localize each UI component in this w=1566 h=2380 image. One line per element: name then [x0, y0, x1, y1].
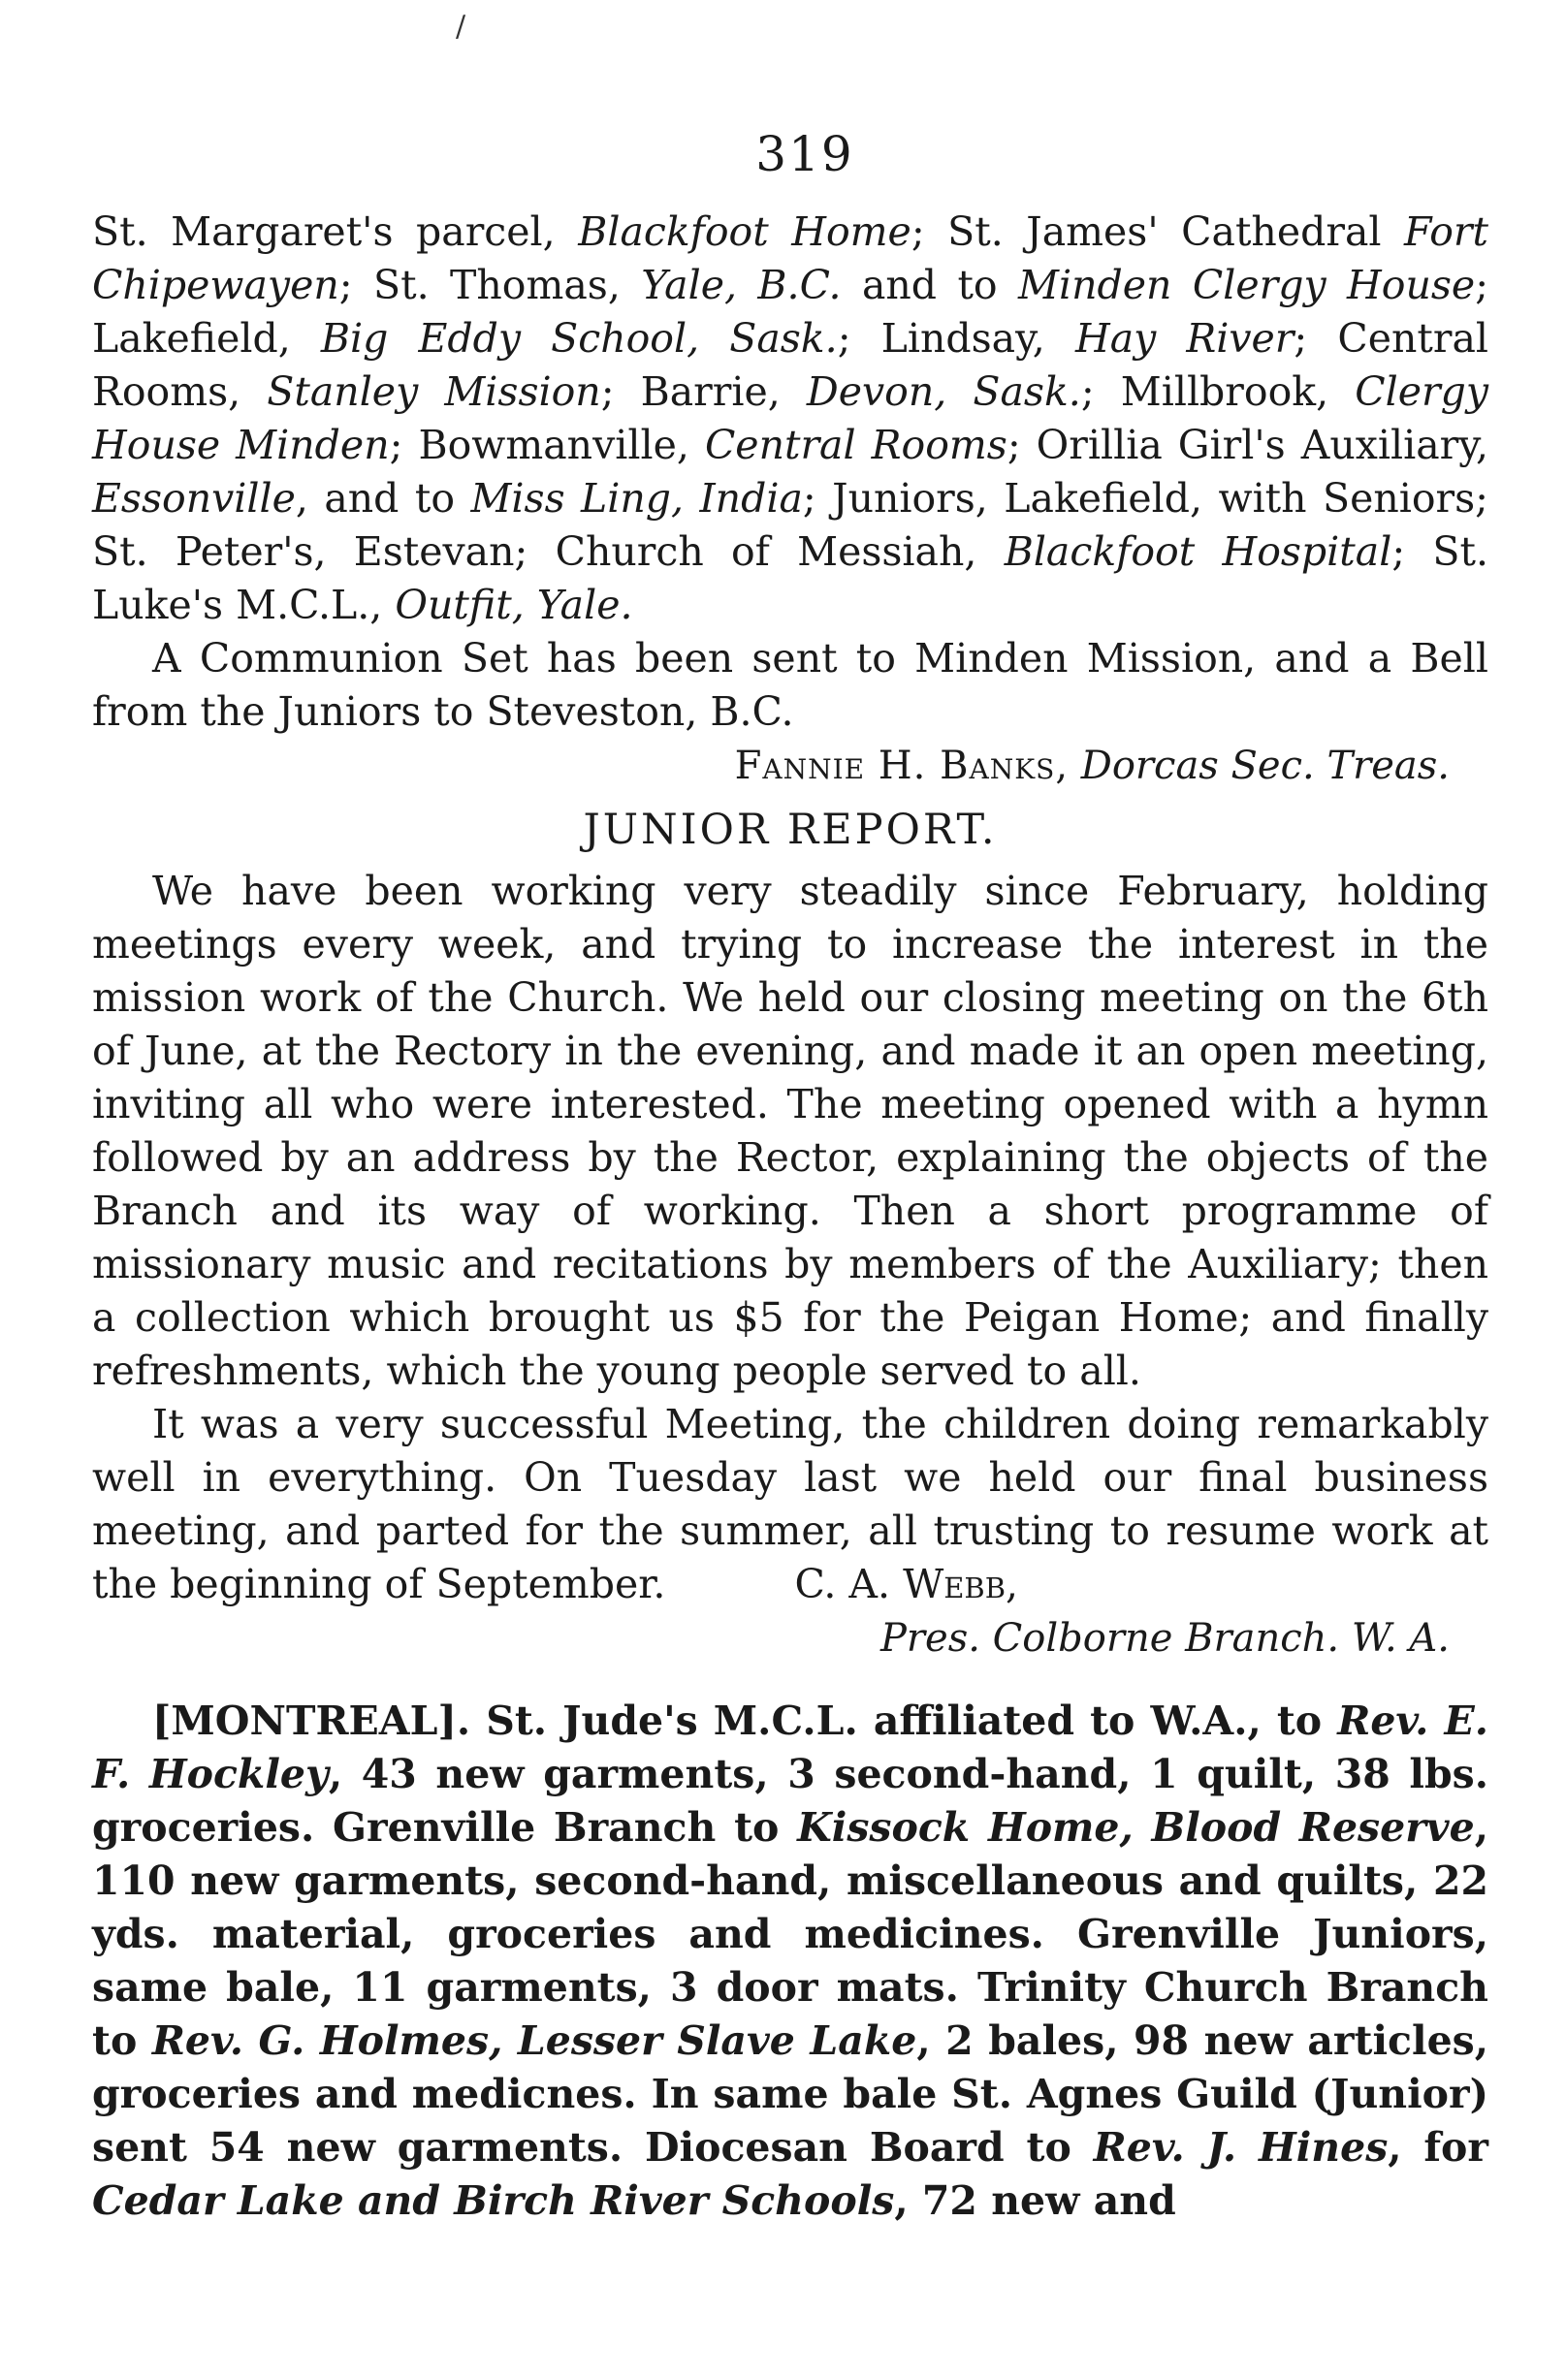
dorcas-text-segment: ; St. Luke's M.C.L., [92, 528, 1488, 628]
dorcas-text-segment: Big Eddy School, Sask. [320, 315, 838, 362]
dorcas-text-segment: Blackfoot Home [578, 208, 911, 255]
dorcas-text-segment: , and to [295, 475, 471, 522]
montreal-text-segment: Rev. J. Hines [1093, 2124, 1389, 2171]
document-page [92, 126, 1488, 2228]
junior-report-paragraph-2-text: It was a very successful Meeting, the children doing remarkably well in everything. On Tuesday last we held our final business meeting, and parted for the summer, all trusting to resume work at the beginning of September. [92, 1401, 1488, 1607]
dorcas-text-segment: ; Bowmanville, [389, 422, 705, 468]
dorcas-text-segment: Yale, B.C. [641, 262, 842, 308]
dorcas-parcels-paragraph [92, 206, 1488, 632]
dorcas-signature [92, 739, 1488, 793]
dorcas-text-segment: Miss Ling, India [470, 475, 803, 522]
montreal-text-segment: , 2 bales, 98 new articles, groceries and medicnes. In same bale St. Agnes Guild (Junior) sent 54 new garments. Diocesan Board to [92, 2017, 1489, 2171]
dorcas-text-segment: ; Lindsay, [837, 315, 1075, 362]
dorcas-text-segment: Hay River [1074, 315, 1294, 362]
dorcas-text-segment: Central Rooms [704, 422, 1007, 468]
dorcas-text-segment: Fort Chipewayen [92, 208, 1489, 308]
dorcas-text-segment: ; Barrie, [600, 368, 807, 415]
dorcas-text-segment: and to [841, 262, 1019, 308]
dorcas-text-segment: Outfit, Yale. [395, 582, 633, 628]
dorcas-text-segment: ; St. James' Cathedral [911, 208, 1405, 255]
junior-signature-name: C. A. Webb, [794, 1561, 1019, 1607]
montreal-text-segment: , for [1388, 2124, 1488, 2171]
dorcas-text-segment: ; Millbrook, [1080, 368, 1356, 415]
montreal-text-segment: Cedar Lake and Birch River Schools [92, 2177, 895, 2224]
montreal-text-segment: , 110 new garments, second-hand, miscellaneous and quilts, 22 yds. material, groceries and medicines. Grenville Juniors, same bale, 11 garments, 3 door mats. Trinity Church Branch to [92, 1804, 1489, 2064]
dorcas-text-segment: ; Central Rooms, [92, 315, 1489, 415]
dorcas-text-segment: ; St. Thomas, [338, 262, 642, 308]
dorcas-text-segment: Minden Clergy House [1018, 262, 1476, 308]
montreal-text-segment: Rev. G. Holmes, Lesser Slave Lake [151, 2017, 917, 2064]
page-number: 319 [755, 126, 854, 182]
dorcas-text-segment: Devon, Sask. [806, 368, 1081, 415]
dorcas-text-segment: Blackfoot Hospital [1004, 528, 1392, 575]
dorcas-text-segment: ; Lakefield, [92, 262, 1489, 362]
signature-name: Fannie H. Banks, [734, 744, 1070, 788]
dorcas-text-segment: ; Juniors, Lakefield, with Seniors; St. Peter's, Estevan; Church of Messiah, [92, 475, 1488, 575]
montreal-paragraph [92, 1695, 1488, 2228]
dorcas-text-segment: Essonville [92, 475, 296, 522]
signature-title: Dorcas Sec. Treas. [1080, 744, 1450, 788]
dorcas-text-segment: St. Margaret's parcel, [92, 208, 579, 255]
dorcas-text-segment: Stanley Mission [267, 368, 601, 415]
montreal-text-segment: Kissock Home, Blood Reserve [797, 1804, 1475, 1851]
communion-paragraph: A Communion Set has been sent to Minden Mission, and a Bell from the Juniors to Steveston, B.C. [92, 635, 1488, 735]
dorcas-text-segment: Clergy House Minden [92, 368, 1489, 468]
junior-report-paragraph-2 [92, 1398, 1488, 1611]
junior-signature [92, 1611, 1488, 1666]
scan-mark: / [456, 10, 466, 44]
montreal-text-segment: , 72 new and [894, 2177, 1176, 2224]
montreal-text-segment: [MONTREAL]. St. Jude's M.C.L. affiliated to W.A., to [152, 1698, 1338, 1744]
junior-signature-title: Pres. Colborne Branch. W. A. [880, 1616, 1450, 1661]
montreal-text-segment: , 43 new garments, 3 second-hand, 1 quilt, 38 lbs. groceries. Grenville Branch to [92, 1751, 1488, 1851]
junior-report-paragraph-1: We have been working very steadily since February, holding meetings every week, and trying to increase the interest in the mission work of the Church. We held our closing meeting on the 6th of June, at the Rectory in the evening, and made it an open meeting, inviting all who were interested. The meeting opened with a hymn followed by an address by the Rector, explaining the objects of the Branch and its way of working. Then a short programme of missionary music and recitations by members of the Auxiliary; then a collection which brought us $5 for the Peigan Home; and finally refreshments, which the young people served to all. [92, 868, 1488, 1394]
montreal-text-segment: Rev. E. F. Hockley [92, 1698, 1488, 1797]
dorcas-text-segment: ; Orillia Girl's Auxiliary, [1007, 422, 1488, 468]
junior-report-heading: JUNIOR REPORT. [583, 806, 998, 854]
section-spacer [92, 1666, 1488, 1695]
